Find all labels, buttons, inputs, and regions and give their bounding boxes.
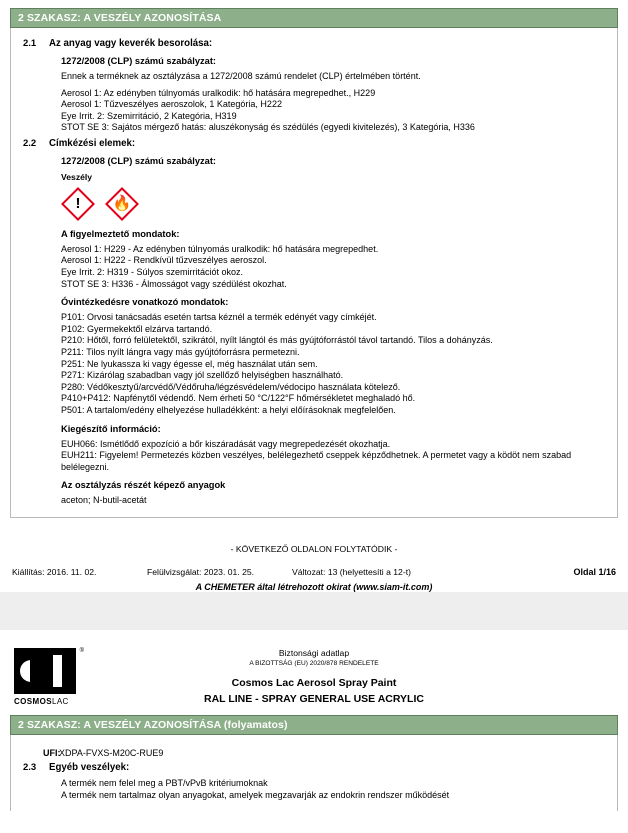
classification-line: Aerosol 1: Tűzveszélyes aeroszolok, 1 Kategória, H222 xyxy=(61,99,282,110)
precautionary-statement: P271: Kizárólag szabadban vagy jól szellőző helyiségben használható. xyxy=(61,370,344,381)
precautionary-statement: P102: Gyermekektől elzárva tartandó. xyxy=(61,323,213,334)
logo-word-bold: COSMOS xyxy=(14,697,52,706)
ufi-row xyxy=(19,748,609,758)
clause-subtitle: 1272/2008 (CLP) számú szabályzat: xyxy=(61,155,217,166)
contributing-substance: aceton; N-butil-acetát xyxy=(61,495,147,506)
precautionary-statements-heading: Óvintézkedésre vonatkozó mondatok: xyxy=(61,297,229,308)
pictogram-glyph: 🔥 xyxy=(112,195,132,213)
company-logo xyxy=(10,648,96,706)
contributing-substances-list xyxy=(61,495,609,507)
classification-list xyxy=(61,88,609,134)
classification-line: STOT SE 3: Sajátos mérgező hatás: aluszékonyság és szédülés (egyedi kivitelezés), 3 Kategória, H336 xyxy=(61,122,475,133)
clause-2-2 xyxy=(19,138,609,507)
supplemental-statement: EUH211: Figyelem! Permetezés közben veszélyes, belélegezhető cseppek képződhetnek. A permetet vagy a ködöt nem szabad belélegezni. xyxy=(61,450,572,472)
flame-pictogram xyxy=(105,187,139,221)
logo-wordmark xyxy=(14,697,96,706)
ufi-label: UFI: xyxy=(43,748,61,758)
classification-intro: Ennek a terméknek az osztályzása a 1272/2008 számú rendelet (CLP) értelmében történt. xyxy=(61,71,421,81)
section-header-hazards-continued: 2 SZAKASZ: A VESZÉLY AZONOSÍTÁSA (folyamatos) xyxy=(10,715,618,735)
footer-version: Változat: 13 (helyettesíti a 12-t) xyxy=(292,566,411,577)
supplemental-info-list xyxy=(61,439,609,474)
logo-mark xyxy=(14,648,84,694)
product-name: Cosmos Lac Aerosol Spray Paint xyxy=(231,677,397,689)
precautionary-statement: P210: Hőtől, forró felületektől, szikrától, nyílt lángtól és más gyújtóforrástól távol tartandó. Tilos a dohányzás. xyxy=(61,335,493,346)
section-header-hazards: 2 SZAKASZ: A VESZÉLY AZONOSÍTÁSA xyxy=(10,8,618,28)
hazard-statements-list xyxy=(61,244,609,290)
precautionary-statement: P211: Tilos nyílt lángra vagy más gyújtóforrásra permetezni. xyxy=(61,347,300,358)
ufi-value: XDPA-FVXS-M20C-RUE9 xyxy=(59,748,164,758)
product-line: RAL LINE - SPRAY GENERAL USE ACRYLIC xyxy=(204,693,424,705)
header-center xyxy=(96,648,532,705)
pictogram-group xyxy=(61,187,609,221)
section-content-continued xyxy=(10,735,618,811)
precautionary-statement: P280: Védőkesztyű/arcvédő/Védőruha/légzésvédelem/védocipo használata kötelező. xyxy=(61,381,401,392)
logo-circle-cut xyxy=(30,659,43,683)
footer-origin: A CHEMETER által létrehozott okirat (www.siam-it.com) xyxy=(195,581,433,592)
logo-word-light: LAC xyxy=(51,697,69,706)
classification-line: Eye Irrit. 2: Szemirritáció, 2 Kategória, H319 xyxy=(61,110,237,121)
other-hazard-line: A termék nem tartalmaz olyan anyagokat, amelyek megzavarják az endokrin rendszer működését xyxy=(61,789,450,800)
other-hazards-list xyxy=(61,778,609,801)
precautionary-statement: P410+P412: Napfénytől védendő. Nem érheti 50 °C/122°F hőmérsékletet meghaladó hő. xyxy=(61,393,416,404)
registered-mark: ® xyxy=(79,648,84,654)
footer-revision-date: Felülvizsgálat: 2023. 01. 25. xyxy=(147,566,255,577)
pictogram-glyph: ! xyxy=(75,195,81,213)
hazard-statement: Eye Irrit. 2: H319 - Súlyos szemirritációt okoz. xyxy=(61,267,244,278)
footer-issue-date: Kiállítás: 2016. 11. 02. xyxy=(12,566,97,577)
page-separator xyxy=(0,592,628,630)
page-2 xyxy=(0,630,628,811)
clause-2-1 xyxy=(19,38,609,134)
hazard-statement: Aerosol 1: H222 - Rendkívül tűzveszélyes aeroszol. xyxy=(61,255,267,266)
regulation-subtitle: A BIZOTTSÁG (EU) 2020/878 RENDELETE xyxy=(249,660,379,667)
logo-bar xyxy=(53,655,62,687)
precautionary-statement: P501: A tartalom/edény elhelyezése hulladékként: a helyi előírásoknak megfelelően. xyxy=(61,405,396,415)
precautionary-statement: P101: Orvosi tanácsadás esetén tartsa kéznél a termék edényét vagy címkéjét. xyxy=(61,312,377,323)
clause-2-3 xyxy=(19,762,609,801)
precautionary-statements-list xyxy=(61,312,609,416)
clause-number: 2.3 xyxy=(23,762,37,773)
supplemental-statement: EUH066: Ismétlődő expozíció a bőr kiszáradását vagy megrepedezését okozhatja. xyxy=(61,438,391,449)
continued-note: - KÖVETKEZŐ OLDALON FOLYTATÓDIK - xyxy=(230,543,398,554)
clause-subtitle: 1272/2008 (CLP) számú szabályzat: xyxy=(61,56,217,66)
hazard-statement: Aerosol 1: H229 - Az edényben túlnyomás uralkodik: hő hatására megrepedhet. xyxy=(61,243,379,254)
hazard-statements-heading: A figyelmeztető mondatok: xyxy=(61,228,180,239)
signal-word: Veszély xyxy=(61,171,93,182)
page-footer xyxy=(10,567,618,577)
other-hazard-line: A termék nem felel meg a PBT/vPvB kritériumoknak xyxy=(61,778,268,788)
footer-page-number: Oldal 1/16 xyxy=(573,566,616,577)
document-title: Biztonsági adatlap xyxy=(278,648,350,658)
precautionary-statement: P251: Ne lyukassza ki vagy égesse el, még használat után sem. xyxy=(61,358,318,369)
document-header xyxy=(10,648,618,715)
clause-number: 2.1 xyxy=(23,38,37,49)
clause-title: Címkézési elemek: xyxy=(49,137,136,149)
clause-title: Az anyag vagy keverék besorolása: xyxy=(49,38,213,49)
hazard-statement: STOT SE 3: H336 - Álmosságot vagy szédülést okozhat. xyxy=(61,278,287,289)
exclamation-mark-pictogram xyxy=(61,187,95,221)
section-content xyxy=(10,28,618,518)
supplemental-info-heading: Kiegészítő információ: xyxy=(61,423,161,434)
contributing-substances-heading: Az osztályzás részét képező anyagok xyxy=(61,480,226,491)
clause-number: 2.2 xyxy=(23,137,37,149)
clause-title: Egyéb veszélyek: xyxy=(49,762,130,773)
classification-line: Aerosol 1: Az edényben túlnyomás uralkodik: hő hatására megrepedhet., H229 xyxy=(61,87,376,98)
